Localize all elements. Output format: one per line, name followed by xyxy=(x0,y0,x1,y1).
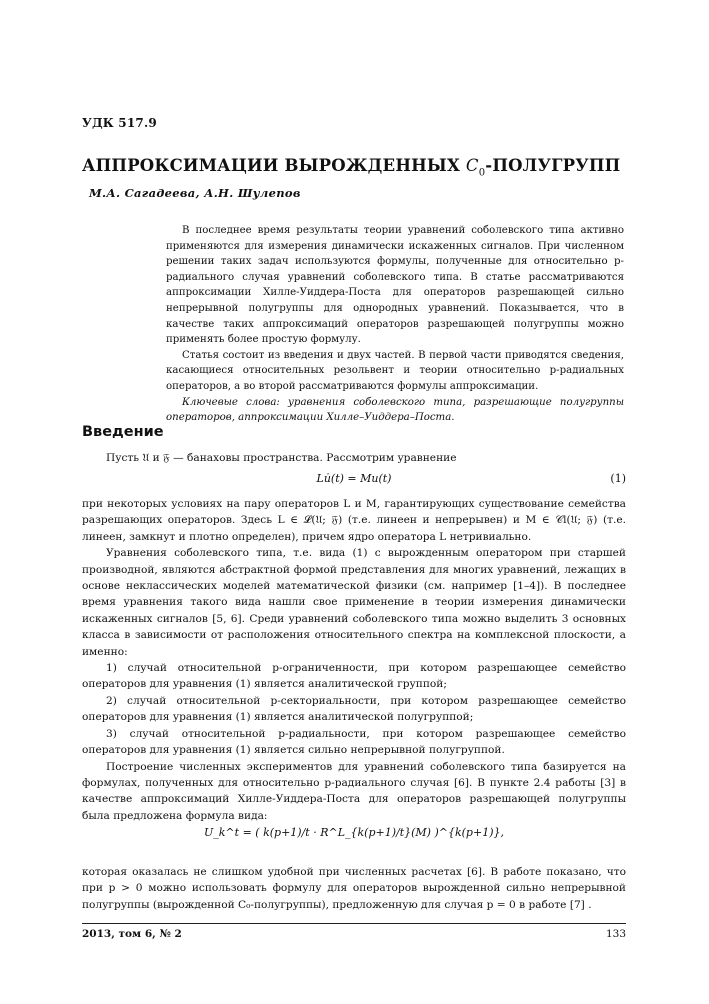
intro-text: Пусть 𝔘 и 𝔉 — банаховы пространства. Рассмотрим уравнение xyxy=(106,452,457,464)
body-text-block-2 xyxy=(82,864,626,913)
keywords: Ключевые слова: уравнения соболевского типа, разрешающие полугруппы операторов, аппроксимации Хилле–Уиддера–Поста. xyxy=(166,396,624,424)
list-item-2: 2) случай относительной p-секториальности, при котором разрешающее семейство операторов для уравнения (1) является аналитической полугруппой; xyxy=(82,694,626,724)
equation-1: Lu̇(t) = Mu(t) xyxy=(316,472,392,485)
title-suffix: -ПОЛУГРУПП xyxy=(485,156,621,175)
abstract xyxy=(166,223,624,426)
journal-issue: 2013, том 6, № 2 xyxy=(82,928,182,940)
udk-code: УДК 517.9 xyxy=(82,116,157,130)
abstract-paragraph-2: Статья состоит из введения и двух частей. В первой части приводятся сведения, касающиеся относительных резольвент и теории относительно p-радиальных операторов, а во второй рассматриваются формулы аппроксимации. xyxy=(166,349,624,392)
paper-title xyxy=(82,156,620,178)
section-heading: Введение xyxy=(82,424,164,440)
body-paragraph-4: которая оказалась не слишком удобной при численных расчетах [6]. В работе показано, что при p > 0 можно использовать формулу для операторов вырожденной сильно непрерывной полугруппы (вырожденной C₀-полугруппы), предложенную для случая p = 0 в работе [7] . xyxy=(82,866,626,911)
body-text-block xyxy=(82,496,626,824)
authors: М.А. Сагадеева, А.Н. Шулепов xyxy=(89,186,301,200)
footer-rule xyxy=(82,923,626,924)
equation-1-number: (1) xyxy=(610,472,626,485)
list-item-1: 1) случай относительной p-ограниченности, при котором разрешающее семейство операторов для уравнения (1) является аналитической группой; xyxy=(82,662,626,691)
title-symbol: C xyxy=(465,156,479,175)
body-paragraph-2: Уравнения соболевского типа, т.е. вида (1) с вырожденным оператором при старшей производной, являются абстрактной формой представления для многих уравнений, лежащих в основе неклассических моделей математической физики (см. например [1–4]). В последнее время уравнения такого вида нашли свое применение в теории измерения динамически искаженных сигналов [5, 6]. Среди уравнений соболевского типа можно выделить 3 основных класса в зависимости от расположения относительного спектра на комплексной плоскости, а именно: xyxy=(82,547,626,658)
page-number: 133 xyxy=(605,928,626,940)
title-main: АППРОКСИМАЦИИ ВЫРОЖДЕННЫХ xyxy=(82,156,466,175)
intro-line xyxy=(82,450,626,466)
body-paragraph-3: Построение численных экспериментов для уравнений соболевского типа базируется на формулах, полученных для относительно p-радиального случая [6]. В пункте 2.4 работы [3] в качестве аппроксимаций Хилле-Уиддера-Поста для операторов разрешающей полугруппы была предложена формула вида: xyxy=(82,760,626,822)
title-subscript: 0 xyxy=(478,167,486,179)
equation-2: U_k^t = ( k(p+1)/t · R^L_{k(p+1)/t}(M) )^{k(p+1)}, xyxy=(204,826,504,839)
body-paragraph-1: при некоторых условиях на пару операторов L и M, гарантирующих существование семейства разрешающих операторов. Здесь L ∈ 𝓛(𝔘; 𝔉) (т.е. линеен и непрерывен) и M ∈ 𝒞l(𝔘; 𝔉) (т.е. линеен, замкнут и плотно определен), причем ядро оператора L нетривиально. xyxy=(82,498,626,543)
list-item-3: 3) случай относительной p-радиальности, при котором разрешающее семейство операторов для уравнения (1) является сильно непрерывной полугруппой. xyxy=(82,727,626,757)
abstract-paragraph-1: В последнее время результаты теории уравнений соболевского типа активно применяются для измерения динамически искаженных сигналов. При численном решении таких задач используются формулы, полученные для относительно p-радиального случая уравнений соболевского типа. В статье рассматриваются аппроксимации Хилле-Уиддера-Поста для операторов разрешающей сильно непрерывной полугруппы для однородных уравнений. Показывается, что в качестве таких аппроксимаций операторов разрешающей полугруппы можно применять более простую формулу. xyxy=(166,225,624,346)
